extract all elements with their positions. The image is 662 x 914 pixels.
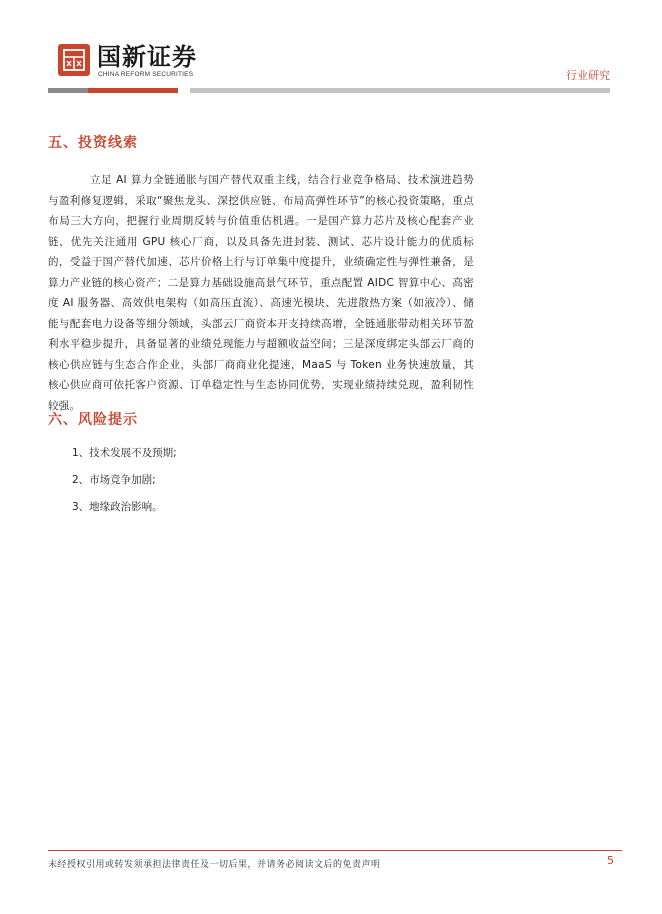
risk-list <box>72 446 177 527</box>
section-title-investment: 五、投资线索 <box>48 135 138 151</box>
footer-divider <box>48 850 622 851</box>
header-bar-dark <box>48 88 88 93</box>
logo-chinese-name: 国新证券 <box>97 43 197 71</box>
footer-disclaimer: 未经授权引用或转发须承担法律责任及一切后果，并请务必阅读文后的免责声明 <box>48 860 381 870</box>
list-item: 1、技术发展不及预期; <box>72 447 177 459</box>
header-bar-accent-2 <box>88 88 178 93</box>
list-item: 3、地缘政治影响。 <box>72 501 163 513</box>
section-title-risk: 六、风险提示 <box>48 412 138 428</box>
company-logo-icon <box>58 44 90 76</box>
report-category: 行业研究 <box>566 69 610 82</box>
section-body-investment: 立足 AI 算力全链通胀与国产替代双重主线，结合行业竞争格局、技术演进趋势与盈利修复逻辑，采取“聚焦龙头、深挖供应链、布局高弹性环节”的核心投资策略，重点布局三大方向，把握行业周期反转与价值重估机遇。一是国产算力芯片及核心配套产业链，优先关注通用 GPU 核心厂商，以及具备先进封装、测试、芯片设计能力的优质标的，受益于国产替代加速、芯片价格上行与订单集中度提升，业绩确定性与弹性兼备，是算力产业链的核心资产；二是算力基础设施高景气环节，重点配置 AIDC 智算中心、高密度 AI 服务器、高效供电架构（如高压直流）、高速光模块、先进散热方案（如液冷）、储能与配套电力设备等细分领域，头部云厂商资本开支持续高增，全链通胀带动相关环节盈利水平稳步提升，具备显著的业绩兑现能力与超额收益空间；三是深度绑定头部云厂商的核心供应链与生态合作企业，头部厂商商业化提速，MaaS 与 Token 业务快速放量，其核心供应商可依托客户资源、订单稳定性与生态协同优势，实现业绩持续兑现，盈利韧性较强。 <box>48 174 474 412</box>
page-number: 5 <box>607 854 614 867</box>
list-item: 2、市场竞争加剧; <box>72 474 156 486</box>
logo-english-name: CHINA REFORM SECURITIES <box>98 71 194 78</box>
header-bar-gray <box>190 88 610 93</box>
